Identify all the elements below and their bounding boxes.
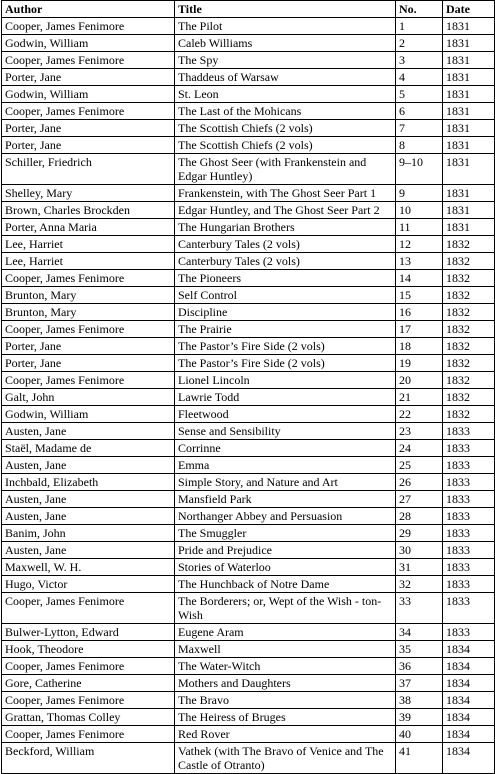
cell-author: Cooper, James Fenimore — [2, 726, 175, 743]
cell-title: Northanger Abbey and Persuasion — [175, 508, 396, 525]
cell-date: 1832 — [443, 236, 495, 253]
cell-author: Austen, Jane — [2, 491, 175, 508]
cell-author: Porter, Jane — [2, 338, 175, 355]
cell-author: Brown, Charles Brockden — [2, 202, 175, 219]
cell-title: Pride and Prejudice — [175, 542, 396, 559]
cell-title: The Smuggler — [175, 525, 396, 542]
header-author: Author — [2, 1, 175, 18]
cell-number: 27 — [396, 491, 443, 508]
cell-title: The Ghost Seer (with Frankenstein and Edgar Huntley) — [175, 154, 396, 185]
cell-date: 1832 — [443, 287, 495, 304]
table-row — [2, 202, 495, 219]
cell-author: Hugo, Victor — [2, 576, 175, 593]
cell-title: The Borderers; or, Wept of the Wish - ton-Wish — [175, 593, 396, 624]
cell-title: Fleetwood — [175, 406, 396, 423]
cell-author: Cooper, James Fenimore — [2, 18, 175, 35]
cell-number: 39 — [396, 709, 443, 726]
cell-number: 23 — [396, 423, 443, 440]
table-row — [2, 525, 495, 542]
cell-date: 1831 — [443, 52, 495, 69]
cell-author: Porter, Jane — [2, 137, 175, 154]
cell-author: Brunton, Mary — [2, 287, 175, 304]
cell-date: 1831 — [443, 18, 495, 35]
cell-title: Mansfield Park — [175, 491, 396, 508]
cell-number: 17 — [396, 321, 443, 338]
table-row — [2, 69, 495, 86]
cell-title: Lionel Lincoln — [175, 372, 396, 389]
cell-author: Galt, John — [2, 389, 175, 406]
cell-date: 1833 — [443, 559, 495, 576]
cell-number: 6 — [396, 103, 443, 120]
cell-title: Canterbury Tales (2 vols) — [175, 236, 396, 253]
cell-title: The Hungarian Brothers — [175, 219, 396, 236]
cell-title: The Water-Witch — [175, 658, 396, 675]
table-row — [2, 219, 495, 236]
header-row — [2, 1, 495, 18]
cell-title: The Last of the Mohicans — [175, 103, 396, 120]
cell-author: Bulwer-Lytton, Edward — [2, 624, 175, 641]
table-row — [2, 52, 495, 69]
cell-title: St. Leon — [175, 86, 396, 103]
cell-date: 1831 — [443, 219, 495, 236]
cell-author: Godwin, William — [2, 86, 175, 103]
cell-date: 1832 — [443, 304, 495, 321]
cell-date: 1833 — [443, 423, 495, 440]
table-row — [2, 103, 495, 120]
cell-number: 37 — [396, 675, 443, 692]
table-row — [2, 389, 495, 406]
cell-author: Shelley, Mary — [2, 185, 175, 202]
cell-title: The Spy — [175, 52, 396, 69]
cell-number: 40 — [396, 726, 443, 743]
cell-title: The Pioneers — [175, 270, 396, 287]
table-body — [2, 18, 495, 774]
cell-date: 1833 — [443, 576, 495, 593]
cell-number: 7 — [396, 120, 443, 137]
cell-number: 5 — [396, 86, 443, 103]
cell-number: 10 — [396, 202, 443, 219]
cell-number: 15 — [396, 287, 443, 304]
cell-date: 1834 — [443, 743, 495, 774]
cell-author: Cooper, James Fenimore — [2, 103, 175, 120]
table-row — [2, 270, 495, 287]
table-row — [2, 355, 495, 372]
cell-author: Austen, Jane — [2, 542, 175, 559]
cell-title: The Pastor’s Fire Side (2 vols) — [175, 355, 396, 372]
cell-title: Edgar Huntley, and The Ghost Seer Part 2 — [175, 202, 396, 219]
table-header — [2, 1, 495, 18]
cell-title: Eugene Aram — [175, 624, 396, 641]
cell-date: 1832 — [443, 321, 495, 338]
cell-author: Austen, Jane — [2, 508, 175, 525]
cell-date: 1831 — [443, 86, 495, 103]
header-number: No. — [396, 1, 443, 18]
table-row — [2, 440, 495, 457]
table-row — [2, 338, 495, 355]
cell-date: 1831 — [443, 202, 495, 219]
cell-author: Inchbald, Elizabeth — [2, 474, 175, 491]
cell-title: The Heiress of Bruges — [175, 709, 396, 726]
cell-number: 9 — [396, 185, 443, 202]
cell-author: Cooper, James Fenimore — [2, 321, 175, 338]
cell-date: 1833 — [443, 624, 495, 641]
table-row — [2, 593, 495, 624]
cell-number: 24 — [396, 440, 443, 457]
cell-number: 41 — [396, 743, 443, 774]
table-row — [2, 658, 495, 675]
table-row — [2, 185, 495, 202]
cell-author: Godwin, William — [2, 406, 175, 423]
cell-title: Sense and Sensibility — [175, 423, 396, 440]
table-row — [2, 372, 495, 389]
cell-number: 20 — [396, 372, 443, 389]
cell-author: Staël, Madame de — [2, 440, 175, 457]
cell-title: The Bravo — [175, 692, 396, 709]
table-row — [2, 287, 495, 304]
cell-title: Caleb Williams — [175, 35, 396, 52]
table-row — [2, 542, 495, 559]
cell-author: Austen, Jane — [2, 457, 175, 474]
cell-date: 1831 — [443, 137, 495, 154]
cell-author: Godwin, William — [2, 35, 175, 52]
cell-number: 3 — [396, 52, 443, 69]
cell-date: 1832 — [443, 355, 495, 372]
cell-number: 35 — [396, 641, 443, 658]
cell-author: Cooper, James Fenimore — [2, 270, 175, 287]
cell-number: 28 — [396, 508, 443, 525]
cell-date: 1833 — [443, 491, 495, 508]
cell-author: Cooper, James Fenimore — [2, 658, 175, 675]
cell-number: 13 — [396, 253, 443, 270]
cell-author: Porter, Jane — [2, 355, 175, 372]
table-row — [2, 406, 495, 423]
cell-title: Self Control — [175, 287, 396, 304]
cell-number: 14 — [396, 270, 443, 287]
cell-number: 12 — [396, 236, 443, 253]
cell-date: 1833 — [443, 593, 495, 624]
table-row — [2, 304, 495, 321]
cell-date: 1832 — [443, 338, 495, 355]
cell-date: 1834 — [443, 675, 495, 692]
table-row — [2, 508, 495, 525]
table-row — [2, 236, 495, 253]
cell-date: 1831 — [443, 35, 495, 52]
cell-author: Maxwell, W. H. — [2, 559, 175, 576]
cell-number: 29 — [396, 525, 443, 542]
cell-author: Banim, John — [2, 525, 175, 542]
table-row — [2, 709, 495, 726]
cell-number: 34 — [396, 624, 443, 641]
cell-number: 16 — [396, 304, 443, 321]
table-row — [2, 137, 495, 154]
cell-date: 1831 — [443, 185, 495, 202]
cell-date: 1831 — [443, 69, 495, 86]
cell-number: 38 — [396, 692, 443, 709]
cell-date: 1834 — [443, 709, 495, 726]
cell-number: 1 — [396, 18, 443, 35]
cell-number: 32 — [396, 576, 443, 593]
cell-date: 1831 — [443, 103, 495, 120]
cell-title: Maxwell — [175, 641, 396, 658]
header-title: Title — [175, 1, 396, 18]
cell-author: Grattan, Thomas Colley — [2, 709, 175, 726]
cell-title: The Pastor’s Fire Side (2 vols) — [175, 338, 396, 355]
cell-date: 1834 — [443, 658, 495, 675]
cell-number: 19 — [396, 355, 443, 372]
cell-date: 1834 — [443, 692, 495, 709]
cell-date: 1833 — [443, 440, 495, 457]
cell-title: Stories of Waterloo — [175, 559, 396, 576]
cell-author: Schiller, Friedrich — [2, 154, 175, 185]
cell-number: 33 — [396, 593, 443, 624]
header-date: Date — [443, 1, 495, 18]
cell-number: 11 — [396, 219, 443, 236]
cell-number: 25 — [396, 457, 443, 474]
cell-title: Corrinne — [175, 440, 396, 457]
cell-date: 1831 — [443, 120, 495, 137]
table-row — [2, 624, 495, 641]
cell-date: 1832 — [443, 270, 495, 287]
novels-table — [1, 0, 495, 774]
table-row — [2, 576, 495, 593]
table-row — [2, 18, 495, 35]
cell-title: Lawrie Todd — [175, 389, 396, 406]
cell-author: Beckford, William — [2, 743, 175, 774]
cell-author: Brunton, Mary — [2, 304, 175, 321]
cell-number: 36 — [396, 658, 443, 675]
cell-title: The Pilot — [175, 18, 396, 35]
cell-date: 1833 — [443, 525, 495, 542]
cell-author: Cooper, James Fenimore — [2, 692, 175, 709]
cell-number: 18 — [396, 338, 443, 355]
cell-date: 1831 — [443, 154, 495, 185]
cell-number: 21 — [396, 389, 443, 406]
cell-date: 1832 — [443, 372, 495, 389]
cell-author: Porter, Jane — [2, 120, 175, 137]
cell-title: Canterbury Tales (2 vols) — [175, 253, 396, 270]
cell-author: Lee, Harriet — [2, 236, 175, 253]
cell-author: Porter, Jane — [2, 69, 175, 86]
table-row — [2, 474, 495, 491]
table-row — [2, 675, 495, 692]
cell-title: Frankenstein, with The Ghost Seer Part 1 — [175, 185, 396, 202]
cell-title: The Hunchback of Notre Dame — [175, 576, 396, 593]
cell-number: 8 — [396, 137, 443, 154]
cell-title: Thaddeus of Warsaw — [175, 69, 396, 86]
cell-number: 9–10 — [396, 154, 443, 185]
cell-author: Cooper, James Fenimore — [2, 593, 175, 624]
cell-date: 1833 — [443, 474, 495, 491]
cell-number: 30 — [396, 542, 443, 559]
table-row — [2, 120, 495, 137]
table-row — [2, 457, 495, 474]
cell-author: Lee, Harriet — [2, 253, 175, 270]
cell-number: 22 — [396, 406, 443, 423]
cell-date: 1832 — [443, 389, 495, 406]
table-row — [2, 641, 495, 658]
cell-number: 26 — [396, 474, 443, 491]
cell-number: 2 — [396, 35, 443, 52]
cell-date: 1833 — [443, 508, 495, 525]
cell-author: Gore, Catherine — [2, 675, 175, 692]
table-row — [2, 253, 495, 270]
cell-number: 4 — [396, 69, 443, 86]
cell-title: Emma — [175, 457, 396, 474]
table-row — [2, 321, 495, 338]
cell-title: The Scottish Chiefs (2 vols) — [175, 137, 396, 154]
cell-title: Vathek (with The Bravo of Venice and The Castle of Otranto) — [175, 743, 396, 774]
cell-title: The Prairie — [175, 321, 396, 338]
cell-title: Mothers and Daughters — [175, 675, 396, 692]
cell-date: 1833 — [443, 542, 495, 559]
cell-date: 1834 — [443, 726, 495, 743]
cell-number: 31 — [396, 559, 443, 576]
cell-author: Cooper, James Fenimore — [2, 372, 175, 389]
cell-title: The Scottish Chiefs (2 vols) — [175, 120, 396, 137]
cell-title: Simple Story, and Nature and Art — [175, 474, 396, 491]
cell-author: Austen, Jane — [2, 423, 175, 440]
table-row — [2, 726, 495, 743]
cell-date: 1833 — [443, 457, 495, 474]
cell-date: 1834 — [443, 641, 495, 658]
table-row — [2, 423, 495, 440]
cell-title: Red Rover — [175, 726, 396, 743]
cell-author: Cooper, James Fenimore — [2, 52, 175, 69]
cell-date: 1832 — [443, 253, 495, 270]
cell-date: 1832 — [443, 406, 495, 423]
cell-author: Hook, Theodore — [2, 641, 175, 658]
table-row — [2, 559, 495, 576]
table-row — [2, 743, 495, 774]
table-row — [2, 35, 495, 52]
table-row — [2, 154, 495, 185]
table-row — [2, 491, 495, 508]
cell-title: Discipline — [175, 304, 396, 321]
table-row — [2, 86, 495, 103]
cell-author: Porter, Anna Maria — [2, 219, 175, 236]
table-row — [2, 692, 495, 709]
